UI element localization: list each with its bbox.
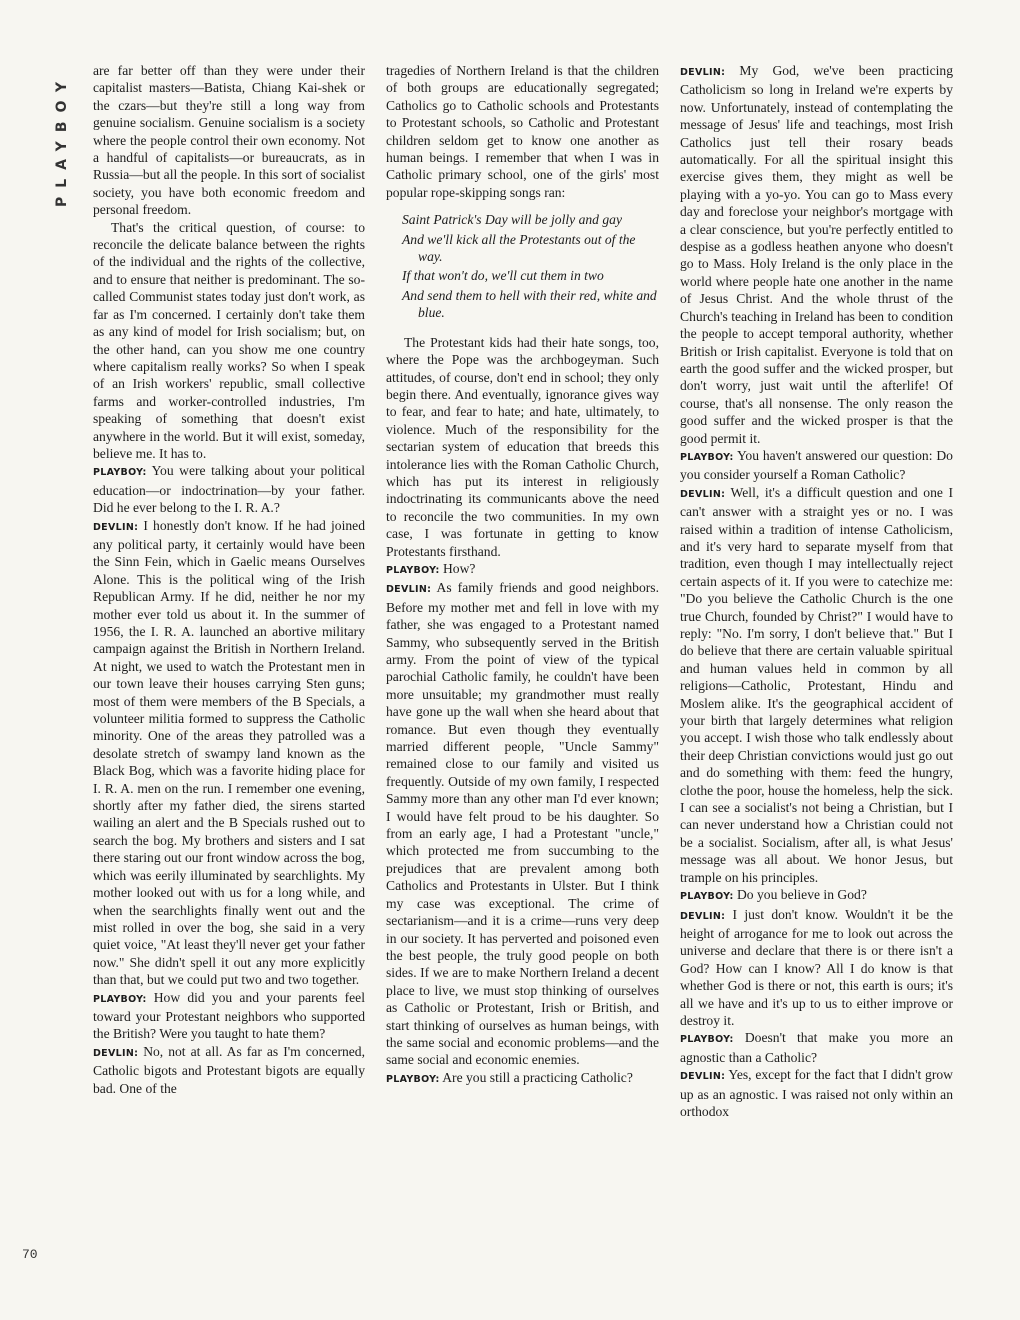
- paragraph-text: No, not at all. As far as I'm concerned, Catholic bigots and Protestant bigots are equally bad. One of the: [93, 1043, 365, 1096]
- paragraph: [386, 334, 659, 560]
- speaker-label: PLAYBOY:: [680, 891, 734, 903]
- verse-line: If that won't do, we'll cut them in two: [402, 268, 604, 284]
- speaker-label: PLAYBOY:: [386, 564, 440, 576]
- paragraph-text: I honestly don't know. If he had joined any political party, it certainly would have been the Sinn Fein, which in Gaelic means Ourselves Alone. This is the political wing of the Irish Republican Army. If he did, neither he nor my mother ever told us about it. In the summer of 1956, the I. R. A. launched an abortive military campaign against the British in Northern Ireland. At night, we used to watch the Protestant men in our town leave their houses carrying Sten guns; most of them were members of the B Specials, a volunteer militia formed to suppress the Catholic minority. One of the areas they patrolled was a desolate stretch of swampy land known as the Black Bog, which was a favorite hiding place for I. R. A. men on the run. I remember one evening, shortly after my father died, the sirens started wailing an alert and the B Specials rushed out to search the bog. My brothers and sisters and I sat there staring out our front window across the bog, which was eerily illuminated by searchlights. My mother looked out with us for a long while, and when the searchlights finally went out and the mist rolled in over the bog, she said in a very quiet voice, "At least they'll never get your father now." She didn't spell it out any more explicitly than that, but we could put two and two together.: [93, 517, 365, 988]
- paragraph-text: Do you believe in God?: [736, 887, 867, 903]
- paragraph: [386, 579, 659, 1068]
- page-number: 70: [22, 1247, 38, 1262]
- speaker-label: DEVLIN:: [680, 1071, 726, 1083]
- paragraph-text: Doesn't that make you more an agnostic than a Catholic?: [680, 1030, 953, 1065]
- paragraph: [680, 62, 953, 447]
- speaker-label: DEVLIN:: [93, 1047, 139, 1059]
- paragraph: [93, 62, 365, 219]
- speaker-label: DEVLIN:: [93, 521, 139, 533]
- column2-paragraphs: [386, 334, 659, 1088]
- paragraph-text: The Protestant kids had their hate songs, too, where the Pope was the archbogeyman. Such attitudes, of course, don't end in school; they only begin there. And eventually, ignorance gives way to fear, and fear to hate; and hate, ultimately, to violence. Much of the responsibility for the sectarian system of education that breeds this intolerance lies with the Roman Catholic Church, which has put its interest in religiously indoctrinating its communicants above the need to reconcile the two communities. In my own case, I was fortunate in getting to know Protestants firsthand.: [386, 334, 659, 559]
- column2-intro: tragedies of Northern Ireland is that the children of both groups are educationally segregated; Catholics go to Catholic schools and Protestants to Protestant schools, so Catholic and Protestant children seldom get to know one another as human beings. I remember that when I was in Catholic primary school, one of the girls' most popular rope-skipping songs ran:: [386, 63, 659, 200]
- paragraph-text: Yes, except for the fact that I didn't grow up as an agnostic. I was raised not only within an orthodox: [680, 1067, 953, 1119]
- speaker-label: PLAYBOY:: [680, 1034, 734, 1046]
- paragraph: [93, 989, 365, 1043]
- paragraph-text: are far better off than they were under their capitalist masters—Batista, Chiang Kai-shek or the czars—but they're still a long way from genuine socialism. Genuine socialism is a society where the people control their own economy. Not a handful of capitalists—or bureaucrats, as in Russia—but all the people. In this sort of socialist society, you have both economic freedom and personal freedom.: [93, 63, 365, 218]
- paragraph: [93, 1043, 365, 1097]
- speaker-label: DEVLIN:: [680, 910, 726, 922]
- speaker-label: PLAYBOY:: [386, 1073, 440, 1085]
- paragraph: [680, 447, 953, 484]
- paragraph: [93, 462, 365, 516]
- rope-skipping-song: [402, 211, 659, 321]
- playboy-masthead: [52, 62, 72, 207]
- paragraph: [93, 219, 365, 463]
- verse-line: And we'll kick all the Protestants out of the way.: [402, 231, 636, 265]
- paragraph: [680, 1066, 953, 1120]
- paragraph-text: As family friends and good neighbors. Before my mother met and fell in love with my father, she was engaged to a Protestant named Sammy, who subsequently served in the British army. From the point of view of the typical parochial Catholic family, he couldn't have been more unsuitable; my grandmother must really have gone up the wall when she heard about that romance. But even though they eventually married different people, "Uncle Sammy" remained close to our family and visited us frequently. Outside of my own family, I respected Sammy more than any other man I'd ever known; I would have felt proud to be his daughter. So from an early age, I had a Protestant "uncle," which protected me from succumbing to the prejudices that are prevalent among both Catholics and Protestants in Ulster. But I think my case was exceptional. The crime of sectarianism—and it is a crime—runs very deep in our society. It has perverted and poisoned even the best people, the truly good people on both sides. If we are to make Northern Ireland a decent place to live, we must stop thinking of ourselves as Catholic or Protestant, Irish or British, and start thinking of ourselves as human beings, with the same social and economic problems—and the same social and economic enemies.: [386, 580, 659, 1068]
- paragraph-text: How did you and your parents feel toward your Protestant neighbors who supported the British? Were you taught to hate them?: [93, 989, 365, 1042]
- paragraph-text: You were talking about your political education—or indoctrination—by your father. Did he ever belong to the I. R. A.?: [93, 463, 365, 516]
- paragraph-text: That's the critical question, of course: to reconcile the delicate balance between the rights of the individual and the rights of the collective, and to ensure that neither is predominant. The so-called Communist states today just don't work, as far as I'm concerned. I certainly don't take them as any kind of model for Irish socialism; but, on the other hand, can you show me one country where capitalism really works? So when I speak of an Irish workers' republic, small collective farms and worker-controlled industries, I'm speaking of something that doesn't exist anywhere in the world. But it will exist, someday, believe me. It has to.: [93, 219, 365, 461]
- paragraph: [680, 906, 953, 1030]
- masthead-text: PLAYBOY: [54, 72, 70, 207]
- paragraph-text: I just don't know. Wouldn't it be the height of arrogance for me to look out across the universe and declare that there is or there isn't a God? How can I know? All I do know is that whether God is there or not, this earth is ours; it's all we have and it's up to us to either improve or destroy it.: [680, 906, 953, 1028]
- paragraph: [93, 517, 365, 989]
- speaker-label: PLAYBOY:: [93, 993, 147, 1005]
- speaker-label: PLAYBOY:: [680, 451, 734, 463]
- speaker-label: DEVLIN:: [680, 67, 726, 78]
- paragraph-text: Are you still a practicing Catholic?: [442, 1069, 633, 1085]
- text-column-1: [93, 62, 365, 1097]
- paragraph: [680, 886, 953, 905]
- verse-line: And send them to hell with their red, white and blue.: [402, 287, 657, 321]
- paragraph-text: Well, it's a difficult question and one I can't answer with a straight yes or no. I was raised within a tradition of intense Catholicism, and it's very hard to separate myself from that tradition, even though I may intellectually reject certain aspects of it. If you were to catechize me: "Do you believe the Catholic Church is the one true Church, founded by Christ?" I would have to reply: "No. I'm sorry, I don't believe that." But I do believe that there are certain valuable spiritual and human values held in common by all religions—Catholic, Protestant, Hindu and Moslem alike. It's the geographical accident of your birth that largely determines what religion you accept. I wish those who talk endlessly about their deep Christian convictions would just go out and do something with them: feed the hungry, clothe the poor, house the homeless, help the sick. I can see a socialist's not being a Christian, but I can never understand how a Christian could not be a socialist. Socialism, after all, is what Jesus' message was all about. We honor Jesus, but trample on his principles.: [680, 484, 954, 885]
- paragraph: [680, 1029, 953, 1066]
- text-column-2: [386, 62, 659, 1088]
- paragraph-text: My God, we've been practicing Catholicism so long in Ireland we're experts by now. Unfortunately, instead of contemplating the message of Jesus' life and teachings, most Irish Catholics just tell their rosary beads automatically. For all the spiritual insight this exercise gives them, they might as well be playing with a yo-yo. You can go to Mass every day and foreclose your neighbor's mortgage with a clear conscience, but you're perfectly entitled to despise as a godless heathen anyone who doesn't go to Mass. Holy Ireland is the only place in the world where people hate one another in the name of Jesus Christ. And the whole thrust of the Church's teaching in Ireland has been to condition the people to accept temporal authority, whether British or Irish capitalist. Everyone is told that on earth the good suffer and the wicked prosper, but don't worry, just wait until the afterlife! Of course, that's all nonsense. The only reason the good suffer and the wicked prosper is that the good permit it.: [680, 63, 953, 446]
- paragraph: [680, 484, 953, 886]
- verse-line: Saint Patrick's Day will be jolly and gay: [402, 212, 622, 228]
- text-column-3: [680, 62, 953, 1120]
- speaker-label: DEVLIN:: [680, 488, 726, 500]
- speaker-label: PLAYBOY:: [93, 467, 147, 479]
- paragraph-text: You haven't answered our question: Do you consider yourself a Roman Catholic?: [680, 447, 953, 483]
- paragraph: [386, 1069, 659, 1088]
- paragraph: [386, 560, 659, 579]
- paragraph-text: How?: [442, 560, 476, 576]
- speaker-label: DEVLIN:: [386, 584, 432, 596]
